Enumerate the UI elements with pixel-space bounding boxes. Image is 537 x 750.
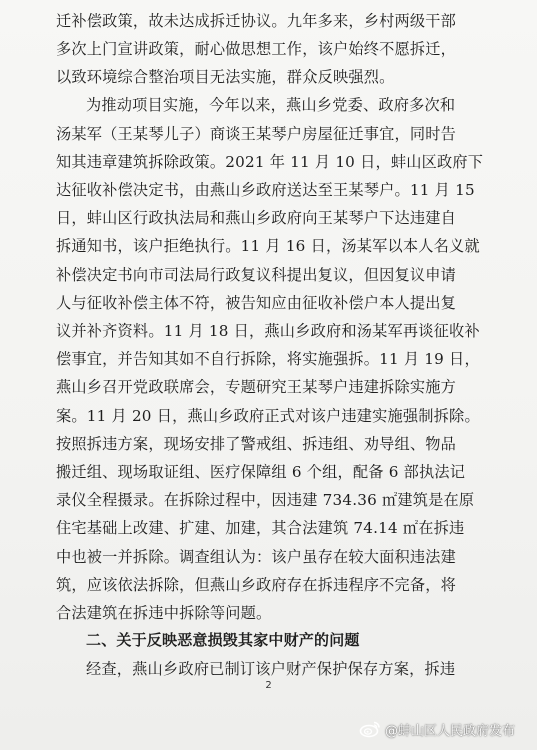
- watermark: [359, 718, 515, 740]
- text-line: 汤某军（王某琴儿子）商谈王某琴户房屋征迁事宜，同时告: [56, 125, 457, 143]
- weibo-icon: [359, 720, 381, 738]
- text-line: 多次上门宣讲政策，耐心做思想工作，该户始终不愿拆迁，: [56, 40, 457, 58]
- text-line: 筑，应该依法拆除，但燕山乡政府存在拆违程序不完备，将: [56, 576, 457, 594]
- text-line: 人与征收补偿主体不符，被告知应由征收补偿户本人提出复: [56, 294, 457, 312]
- text-line: 补偿决定书向市司法局行政复议科提出复议，但因复议申请: [56, 266, 457, 284]
- text-line: 知其违章建筑拆除政策。2021 年 11 月 10 日，蚌山区政府下: [56, 153, 484, 171]
- text-line: 迁补偿政策，故未达成拆迁协议。九年多来，乡村两级干部: [56, 12, 457, 30]
- text-line: 录仪全程摄录。在拆除过程中，因违建 734.36 ㎡建筑是在原: [56, 491, 475, 509]
- text-line: 按照拆违方案，现场安排了警戒组、拆违组、劝导组、物品: [56, 435, 457, 453]
- text-line: 案。11 月 20 日，燕山乡政府正式对该户违建实施强制拆除。: [56, 407, 480, 425]
- text-line: 中也被一并拆除。调查组认为：该户虽存在较大面积违法建: [56, 548, 457, 566]
- watermark-text: @蚌山区人民政府发布: [384, 723, 515, 739]
- text-line: 日，蚌山区行政执法局和燕山乡政府向王某琴户下达违建自: [56, 209, 457, 227]
- text-line: 议并补齐资料。11 月 18 日，燕山乡政府和汤某军再谈征收补: [56, 322, 480, 340]
- text-line: 搬迁组、现场取证组、医疗保障组 6 个组，配备 6 部执法记: [56, 463, 466, 481]
- page-number: 2: [265, 680, 272, 691]
- text-line: 拆通知书，该户拒绝执行。11 月 16 日，汤某军以本人名义就: [56, 237, 480, 255]
- text-line: 经查，燕山乡政府已制订该户财产保护保存方案，拆违: [86, 660, 456, 678]
- text-line: 燕山乡召开党政联席会，专题研究王某琴户违建拆除实施方: [56, 378, 457, 396]
- text-line: 合法建筑在拆违中拆除等问题。: [56, 604, 272, 622]
- text-line: 以致环境综合整治项目无法实施，群众反映强烈。: [56, 68, 395, 86]
- text-line: 为推动项目实施，今年以来，燕山乡党委、政府多次和: [86, 96, 456, 114]
- text-line: 达征收补偿决定书，由燕山乡政府送达至王某琴户。11 月 15: [56, 181, 475, 199]
- section-heading: 二、关于反映恶意损毁其家中财产的问题: [86, 631, 360, 649]
- text-line: 住宅基础上改建、扩建、加建，其合法建筑 74.14 ㎡在拆违: [56, 519, 465, 537]
- text-line: 偿事宜，并告知其如不自行拆除，将实施强拆。11 月 19 日，: [56, 350, 480, 368]
